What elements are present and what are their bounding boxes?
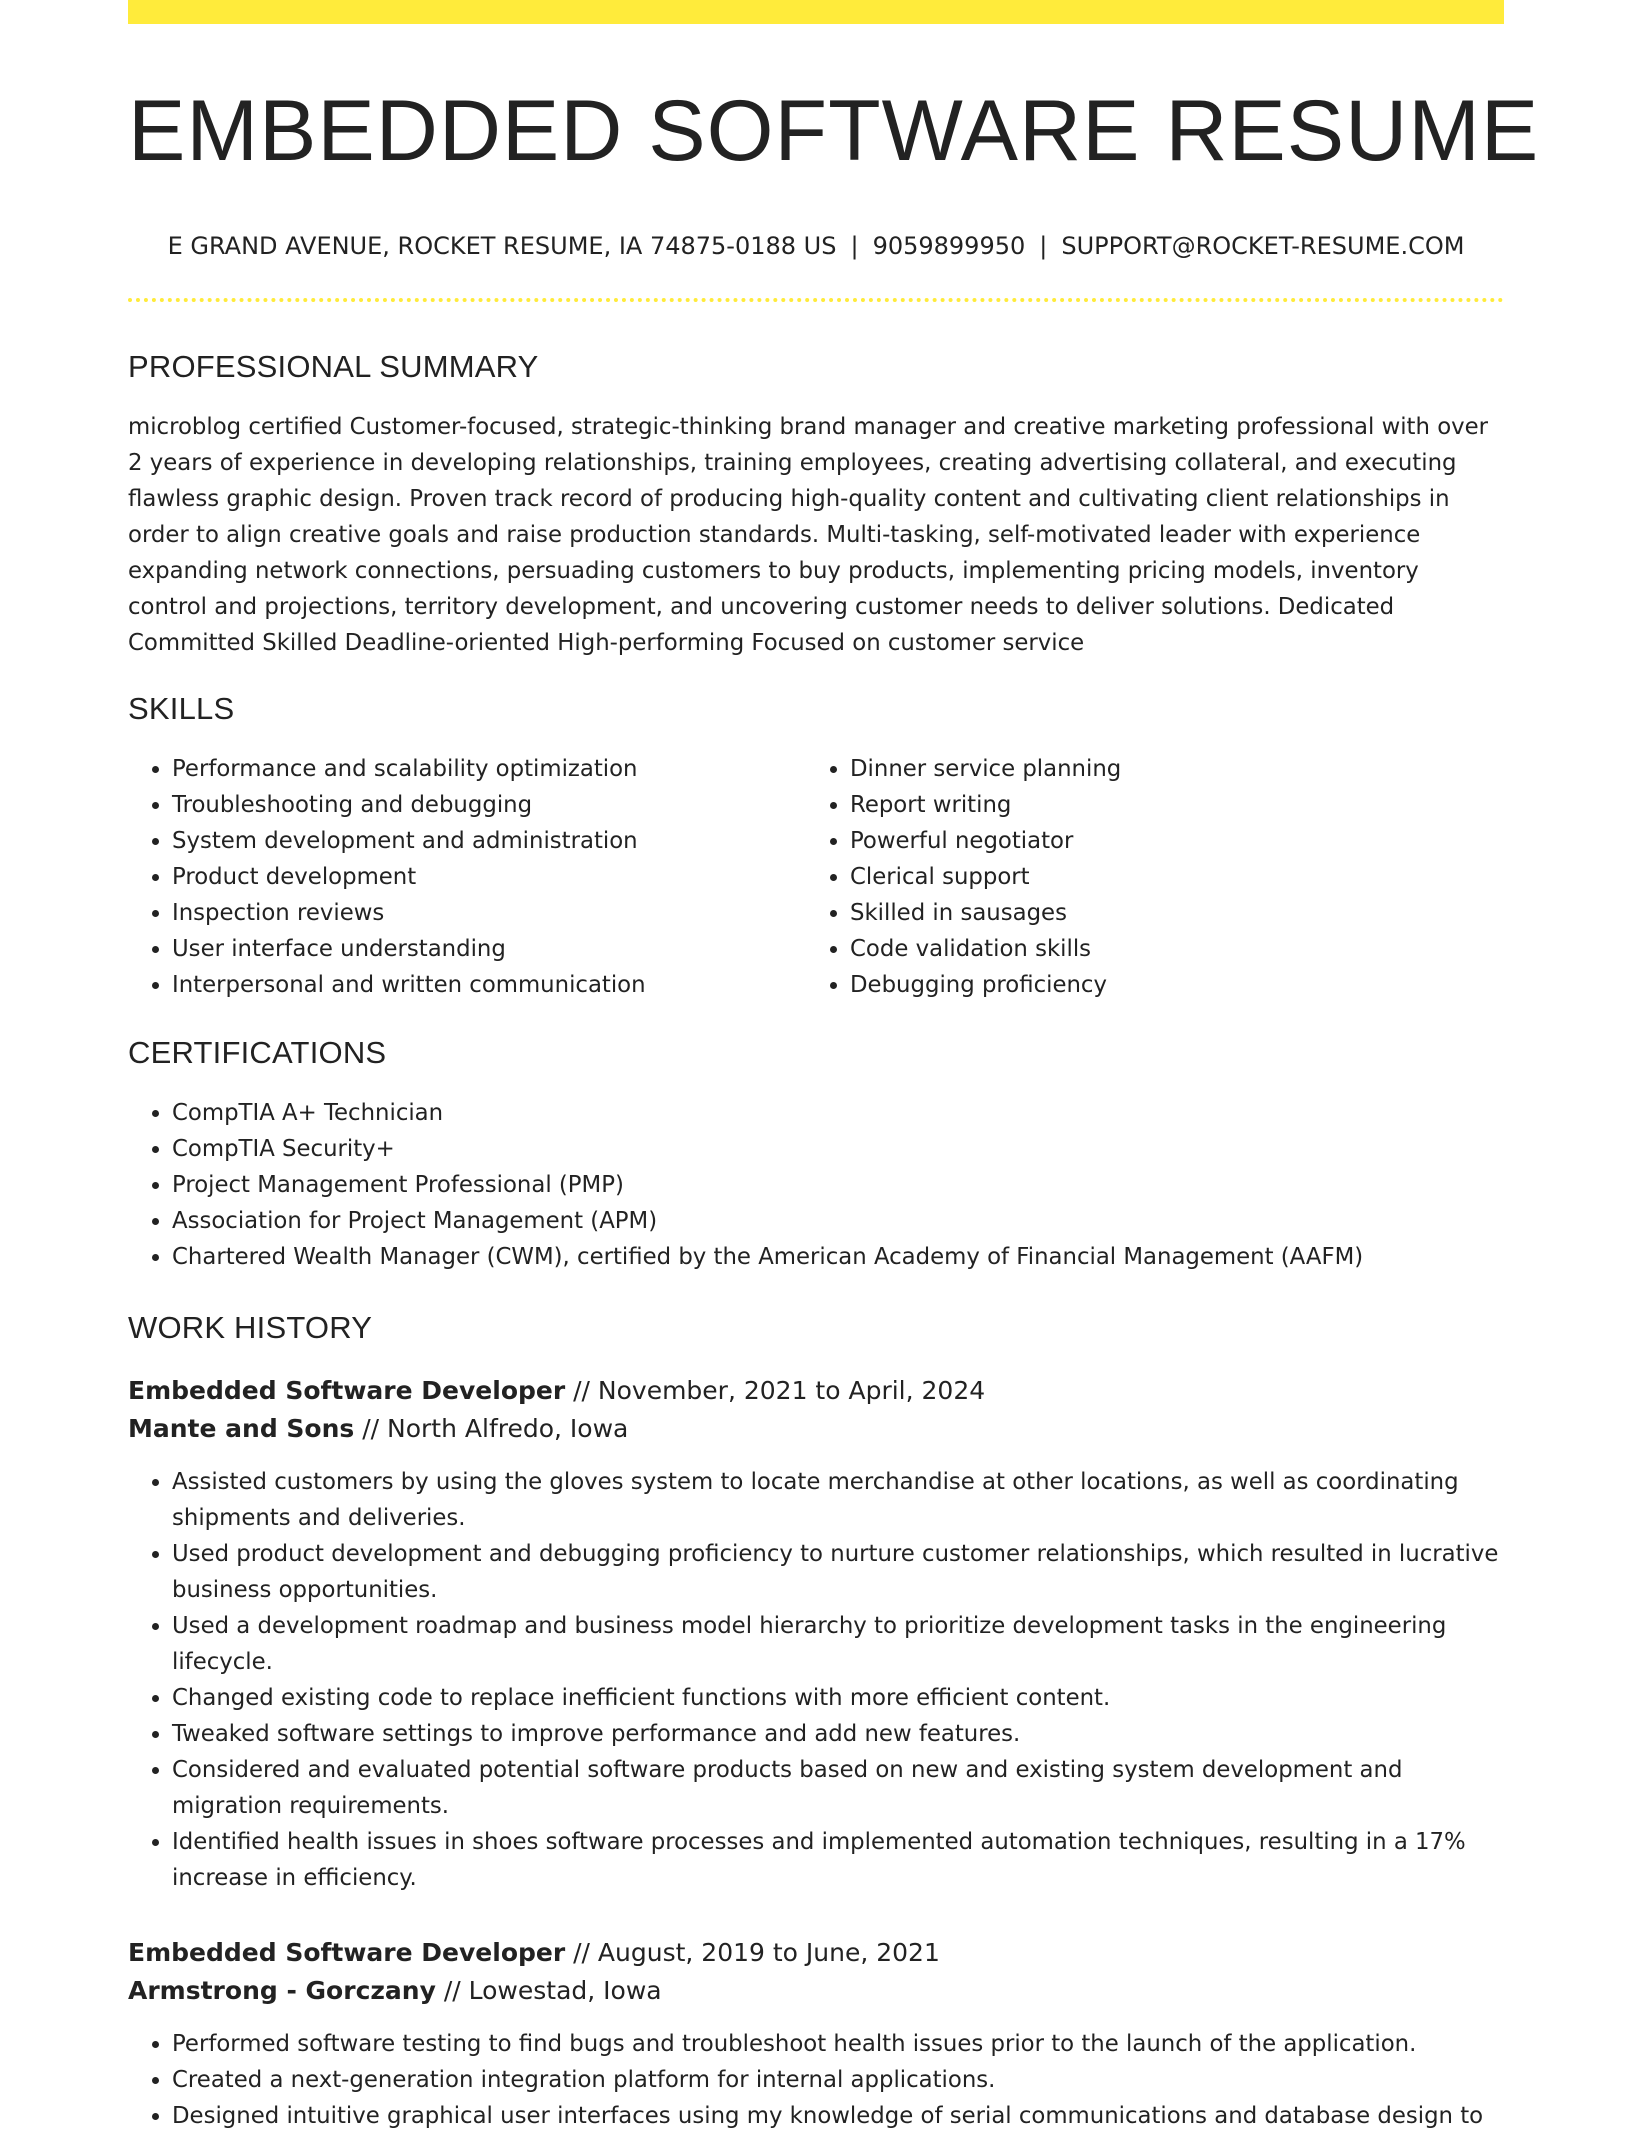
- job-company-line: [128, 1410, 1504, 1448]
- skill-item: • Product development: [172, 859, 806, 895]
- resume-title: EMBEDDED SOFTWARE RESUME: [128, 83, 1540, 179]
- certifications-list: [128, 1095, 1504, 1275]
- certification-item: • Association for Project Management (APM): [172, 1203, 1504, 1239]
- job-company-line: [128, 1972, 1504, 2010]
- skill-item: • Report writing: [850, 787, 1484, 823]
- job-entry: [128, 1934, 1504, 2134]
- skill-item: • Powerful negotiator: [850, 823, 1484, 859]
- contact-email: SUPPORT@ROCKET-RESUME.COM: [1061, 232, 1465, 260]
- skill-item: • Inspection reviews: [172, 895, 806, 931]
- skills-list-left: [128, 751, 806, 1003]
- job-bullet-list: [128, 1464, 1504, 1896]
- skills-grid: [128, 751, 1504, 1003]
- skill-item: • Dinner service planning: [850, 751, 1484, 787]
- skill-item: • Clerical support: [850, 859, 1484, 895]
- job-bullet: • Created a next-generation integration platform for internal applications.: [172, 2062, 1504, 2098]
- certification-item: • CompTIA Security+: [172, 1131, 1504, 1167]
- job-bullet: • Used a development roadmap and business model hierarchy to prioritize development tasks in the engineering lifecycle.: [172, 1608, 1504, 1680]
- certification-item: • Project Management Professional (PMP): [172, 1167, 1504, 1203]
- job-entry: [128, 1372, 1504, 1896]
- accent-bar: [128, 0, 1504, 24]
- resume-page: [128, 0, 1540, 2134]
- job-title: Embedded Software Developer: [128, 1938, 566, 1967]
- skill-item: • User interface understanding: [172, 931, 806, 967]
- job-bullet: • Designed intuitive graphical user interfaces using my knowledge of serial communications and database design to: [172, 2098, 1504, 2134]
- skill-item: • System development and administration: [172, 823, 806, 859]
- job-bullet: • Tweaked software settings to improve performance and add new features.: [172, 1716, 1504, 1752]
- skill-item: • Troubleshooting and debugging: [172, 787, 806, 823]
- job-location: // Lowestad, Iowa: [435, 1976, 662, 2005]
- summary-heading: PROFESSIONAL SUMMARY: [128, 349, 539, 384]
- skill-item: • Debugging proficiency: [850, 967, 1484, 1003]
- job-bullet: • Performed software testing to find bugs and troubleshoot health issues prior to the launch of the application.: [172, 2026, 1504, 2062]
- job-title-line: [128, 1372, 1504, 1410]
- job-title: Embedded Software Developer: [128, 1376, 566, 1405]
- job-bullet: • Changed existing code to replace inefficient functions with more efficient content.: [172, 1680, 1504, 1716]
- job-location: // North Alfredo, Iowa: [354, 1414, 629, 1443]
- contact-line: [128, 229, 1504, 263]
- job-bullet: • Identified health issues in shoes software processes and implemented automation techniques, resulting in a 17% increase in efficiency.: [172, 1824, 1504, 1896]
- job-company: Mante and Sons: [128, 1414, 355, 1443]
- skill-item: • Interpersonal and written communication: [172, 967, 806, 1003]
- contact-separator: |: [1039, 232, 1048, 260]
- job-dates: // November, 2021 to April, 2024: [565, 1376, 986, 1405]
- skill-item: • Performance and scalability optimization: [172, 751, 806, 787]
- summary-text: microblog certified Customer-focused, strategic-thinking brand manager and creative marketing professional with over 2 years of experience in developing relationships, training employees, creating advertising collateral, and executing flawless graphic design. Proven track record of producing high-quality content and cultivating client relationships in order to align creative goals and raise production standards. Multi-tasking, self-motivated leader with experience expanding network connections, persuading customers to buy products, implementing pricing models, inventory control and projections, territory development, and uncovering customer needs to deliver solutions. Dedicated Committed Skilled Deadline-oriented High-performing Focused on customer service: [128, 414, 1489, 656]
- dotted-divider: [128, 298, 1504, 302]
- work-history-heading: WORK HISTORY: [128, 1310, 373, 1345]
- contact-separator: |: [850, 232, 859, 260]
- contact-phone: 9059899950: [872, 232, 1026, 260]
- certifications-heading: CERTIFICATIONS: [128, 1035, 387, 1070]
- job-bullet: • Used product development and debugging proficiency to nurture customer relationships, which resulted in lucrative business opportunities.: [172, 1536, 1504, 1608]
- job-bullet: • Considered and evaluated potential software products based on new and existing system development and migration requirements.: [172, 1752, 1504, 1824]
- contact-address: E GRAND AVENUE, ROCKET RESUME, IA 74875-0188 US: [167, 232, 837, 260]
- job-bullet-list: [128, 2026, 1504, 2134]
- certification-item: • CompTIA A+ Technician: [172, 1095, 1504, 1131]
- skills-column-left: [128, 751, 806, 1003]
- job-bullet: • Assisted customers by using the gloves system to locate merchandise at other locations, as well as coordinating shipments and deliveries.: [172, 1464, 1504, 1536]
- certification-item: • Chartered Wealth Manager (CWM), certified by the American Academy of Financial Management (AAFM): [172, 1239, 1504, 1275]
- job-title-line: [128, 1934, 1504, 1972]
- skills-column-right: [806, 751, 1484, 1003]
- skill-item: • Code validation skills: [850, 931, 1484, 967]
- job-dates: // August, 2019 to June, 2021: [565, 1938, 940, 1967]
- skills-heading: SKILLS: [128, 691, 235, 726]
- skill-item: • Skilled in sausages: [850, 895, 1484, 931]
- job-company: Armstrong - Gorczany: [128, 1976, 436, 2005]
- skills-list-right: [806, 751, 1484, 1003]
